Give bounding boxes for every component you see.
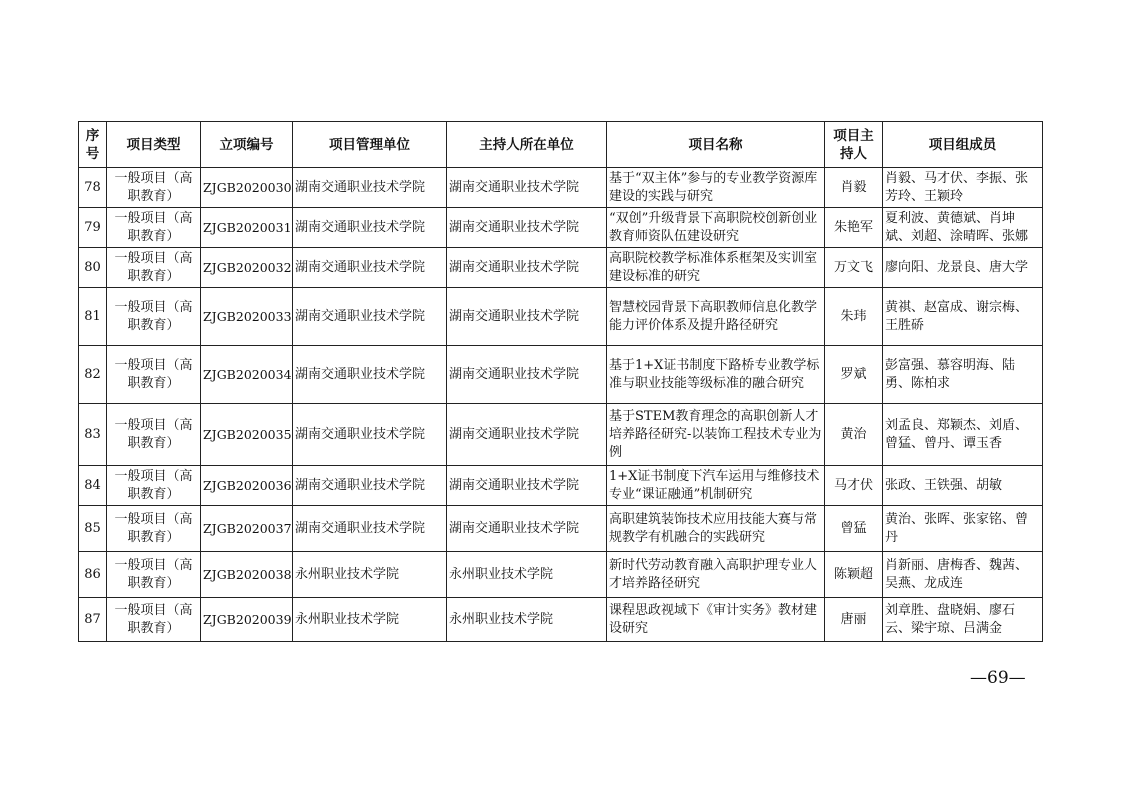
cell-code: ZJGB2020035 xyxy=(201,404,293,466)
table-row xyxy=(79,208,1043,248)
cell-name: 基于1+X证书制度下路桥专业教学标准与职业技能等级标准的融合研究 xyxy=(607,346,825,404)
cell-host: 陈颖超 xyxy=(825,552,883,598)
table-row xyxy=(79,168,1043,208)
header-cell-members: 项目组成员 xyxy=(883,122,1043,168)
cell-no: 85 xyxy=(79,506,107,552)
header-cell-name: 项目名称 xyxy=(607,122,825,168)
cell-host: 黄治 xyxy=(825,404,883,466)
cell-members: 彭富强、慕容明海、陆勇、陈柏求 xyxy=(883,346,1043,404)
header-cell-host: 项目主持人 xyxy=(825,122,883,168)
page-number: —69— xyxy=(970,668,1026,688)
cell-type: 一般项目（高职教育） xyxy=(107,598,201,642)
cell-host-unit: 湖南交通职业技术学院 xyxy=(447,346,607,404)
cell-members: 肖毅、马才伏、李振、张芳玲、王颖玲 xyxy=(883,168,1043,208)
cell-no: 87 xyxy=(79,598,107,642)
cell-type: 一般项目（高职教育） xyxy=(107,288,201,346)
cell-no: 82 xyxy=(79,346,107,404)
cell-code: ZJGB2020030 xyxy=(201,168,293,208)
table-row xyxy=(79,506,1043,552)
cell-host-unit: 湖南交通职业技术学院 xyxy=(447,248,607,288)
cell-host-unit: 湖南交通职业技术学院 xyxy=(447,466,607,506)
cell-host-unit: 永州职业技术学院 xyxy=(447,598,607,642)
cell-host: 唐丽 xyxy=(825,598,883,642)
cell-members: 肖新丽、唐梅香、魏茜、吴燕、龙成连 xyxy=(883,552,1043,598)
header-row xyxy=(79,122,1043,168)
cell-type: 一般项目（高职教育） xyxy=(107,506,201,552)
cell-members: 张政、王铁强、胡敏 xyxy=(883,466,1043,506)
cell-name: 新时代劳动教育融入高职护理专业人才培养路径研究 xyxy=(607,552,825,598)
cell-type: 一般项目（高职教育） xyxy=(107,552,201,598)
header-cell-code: 立项编号 xyxy=(201,122,293,168)
cell-no: 83 xyxy=(79,404,107,466)
cell-name: 高职院校教学标准体系框架及实训室建设标准的研究 xyxy=(607,248,825,288)
cell-type: 一般项目（高职教育） xyxy=(107,168,201,208)
cell-host-unit: 湖南交通职业技术学院 xyxy=(447,208,607,248)
cell-host: 肖毅 xyxy=(825,168,883,208)
cell-code: ZJGB2020032 xyxy=(201,248,293,288)
table-row xyxy=(79,466,1043,506)
cell-mgmt: 湖南交通职业技术学院 xyxy=(293,288,447,346)
header-cell-host-unit: 主持人所在单位 xyxy=(447,122,607,168)
cell-host: 朱玮 xyxy=(825,288,883,346)
cell-name: 高职建筑装饰技术应用技能大赛与常规教学有机融合的实践研究 xyxy=(607,506,825,552)
cell-members: 夏利波、黄德斌、肖坤斌、刘超、涂晴晖、张娜 xyxy=(883,208,1043,248)
cell-code: ZJGB2020031 xyxy=(201,208,293,248)
cell-type: 一般项目（高职教育） xyxy=(107,248,201,288)
cell-no: 81 xyxy=(79,288,107,346)
cell-mgmt: 湖南交通职业技术学院 xyxy=(293,208,447,248)
table-row xyxy=(79,248,1043,288)
cell-code: ZJGB2020038 xyxy=(201,552,293,598)
cell-host: 马才伏 xyxy=(825,466,883,506)
cell-type: 一般项目（高职教育） xyxy=(107,208,201,248)
cell-code: ZJGB2020039 xyxy=(201,598,293,642)
cell-name: 基于“双主体”参与的专业教学资源库建设的实践与研究 xyxy=(607,168,825,208)
cell-host: 万文飞 xyxy=(825,248,883,288)
header-cell-mgmt: 项目管理单位 xyxy=(293,122,447,168)
cell-host-unit: 永州职业技术学院 xyxy=(447,552,607,598)
table-row xyxy=(79,598,1043,642)
cell-host: 曾猛 xyxy=(825,506,883,552)
table-row xyxy=(79,552,1043,598)
cell-name: 课程思政视域下《审计实务》教材建设研究 xyxy=(607,598,825,642)
cell-no: 79 xyxy=(79,208,107,248)
cell-mgmt: 永州职业技术学院 xyxy=(293,598,447,642)
table-row xyxy=(79,346,1043,404)
cell-members: 黄祺、赵富成、谢宗梅、王胜硚 xyxy=(883,288,1043,346)
cell-host-unit: 湖南交通职业技术学院 xyxy=(447,288,607,346)
cell-type: 一般项目（高职教育） xyxy=(107,466,201,506)
cell-mgmt: 湖南交通职业技术学院 xyxy=(293,506,447,552)
cell-no: 84 xyxy=(79,466,107,506)
cell-host: 朱艳军 xyxy=(825,208,883,248)
cell-name: 1+X证书制度下汽车运用与维修技术专业“课证融通”机制研究 xyxy=(607,466,825,506)
cell-members: 廖向阳、龙景良、唐大学 xyxy=(883,248,1043,288)
cell-mgmt: 湖南交通职业技术学院 xyxy=(293,466,447,506)
header-cell-type: 项目类型 xyxy=(107,122,201,168)
cell-host-unit: 湖南交通职业技术学院 xyxy=(447,168,607,208)
cell-mgmt: 湖南交通职业技术学院 xyxy=(293,248,447,288)
header-cell-no: 序号 xyxy=(79,122,107,168)
cell-host-unit: 湖南交通职业技术学院 xyxy=(447,404,607,466)
cell-members: 刘孟良、郑颖杰、刘盾、曾猛、曾丹、谭玉香 xyxy=(883,404,1043,466)
cell-type: 一般项目（高职教育） xyxy=(107,404,201,466)
cell-code: ZJGB2020036 xyxy=(201,466,293,506)
cell-mgmt: 永州职业技术学院 xyxy=(293,552,447,598)
cell-host: 罗斌 xyxy=(825,346,883,404)
cell-host-unit: 湖南交通职业技术学院 xyxy=(447,506,607,552)
cell-no: 86 xyxy=(79,552,107,598)
cell-code: ZJGB2020034 xyxy=(201,346,293,404)
cell-name: 基于STEM教育理念的高职创新人才培养路径研究-以装饰工程技术专业为例 xyxy=(607,404,825,466)
cell-name: “双创”升级背景下高职院校创新创业教育师资队伍建设研究 xyxy=(607,208,825,248)
cell-code: ZJGB2020037 xyxy=(201,506,293,552)
table-row xyxy=(79,288,1043,346)
project-table xyxy=(78,121,1043,642)
cell-mgmt: 湖南交通职业技术学院 xyxy=(293,168,447,208)
cell-name: 智慧校园背景下高职教师信息化教学能力评价体系及提升路径研究 xyxy=(607,288,825,346)
cell-no: 80 xyxy=(79,248,107,288)
cell-mgmt: 湖南交通职业技术学院 xyxy=(293,404,447,466)
cell-mgmt: 湖南交通职业技术学院 xyxy=(293,346,447,404)
cell-members: 刘章胜、盘晓娟、廖石云、梁宇琼、吕满金 xyxy=(883,598,1043,642)
cell-no: 78 xyxy=(79,168,107,208)
table-row xyxy=(79,404,1043,466)
cell-code: ZJGB2020033 xyxy=(201,288,293,346)
cell-members: 黄治、张晖、张家铭、曾丹 xyxy=(883,506,1043,552)
cell-type: 一般项目（高职教育） xyxy=(107,346,201,404)
